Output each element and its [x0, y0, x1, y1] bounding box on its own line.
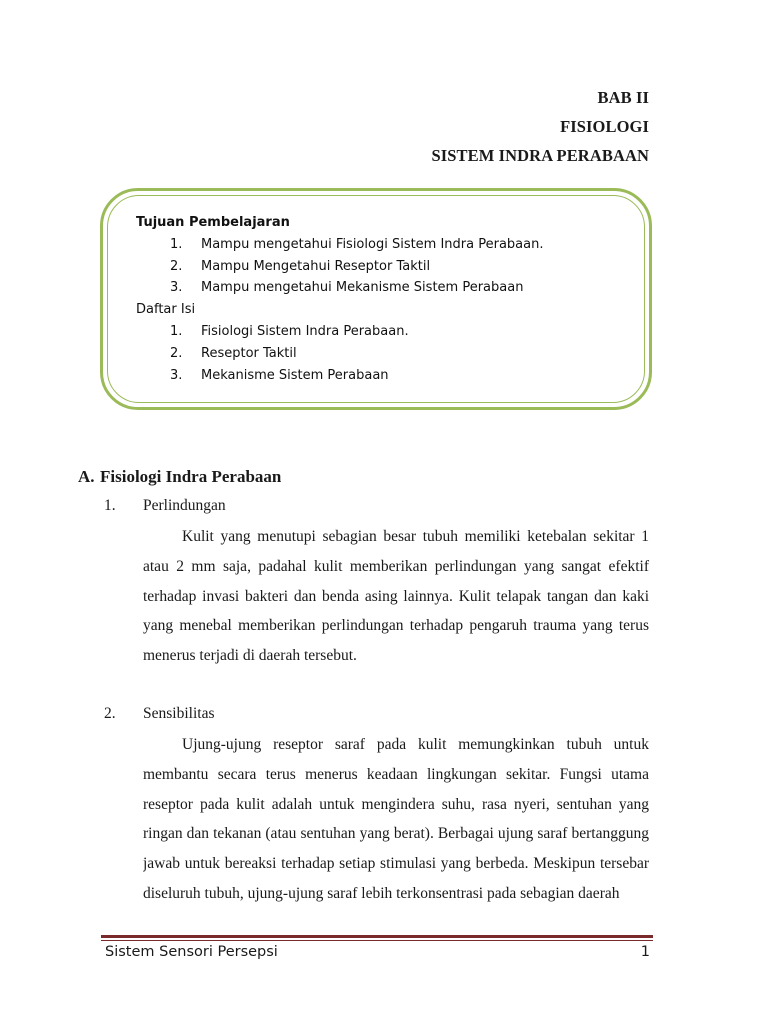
subsection-number: 2. — [104, 705, 116, 722]
contents-item — [136, 321, 636, 343]
objective-item — [136, 234, 636, 256]
objective-text: Mampu mengetahui Fisiologi Sistem Indra Perabaan. — [201, 236, 544, 252]
chapter-title-line2: SISTEM INDRA PERABAAN — [431, 146, 649, 165]
contents-text: Reseptor Taktil — [201, 345, 297, 361]
paragraph-perlindungan: Kulit yang menutupi sebagian besar tubuh memiliki ketebalan sekitar 1 atau 2 mm saja, padahal kulit memberikan perlindungan yang sangat efektif terhadap invasi bakteri dan benda asing lainnya. Kulit telapak tangan dan kaki yang menebal memberikan perlindungan terhadap pengaruh trauma yang terus menerus terjadi di daerah tersebut. — [143, 528, 649, 665]
objective-text: Mampu mengetahui Mekanisme Sistem Perabaan — [201, 280, 524, 296]
contents-heading: Daftar Isi — [136, 302, 196, 318]
objective-number: 3. — [170, 280, 183, 296]
subsection-number: 1. — [104, 497, 116, 514]
subsection-title: Perlindungan — [143, 497, 226, 514]
contents-text: Fisiologi Sistem Indra Perabaan. — [201, 323, 409, 339]
footer-rule-thin — [101, 940, 653, 941]
subsection-heading — [104, 705, 214, 723]
contents-number: 2. — [170, 345, 183, 361]
objective-item — [136, 256, 636, 278]
contents-number: 3. — [170, 367, 183, 383]
page-number: 1 — [640, 944, 650, 960]
subsection-heading — [104, 497, 226, 515]
contents-text: Mekanisme Sistem Perabaan — [201, 367, 389, 383]
objective-number: 1. — [170, 236, 183, 252]
objectives-box — [136, 212, 636, 386]
contents-item — [136, 365, 636, 387]
subsection-title: Sensibilitas — [143, 705, 215, 722]
footer-rule-thick — [101, 935, 653, 938]
objective-number: 2. — [170, 258, 183, 274]
section-heading — [78, 467, 281, 487]
section-letter: A. — [78, 467, 95, 486]
objective-text: Mampu Mengetahui Reseptor Taktil — [201, 258, 431, 274]
objectives-heading: Tujuan Pembelajaran — [136, 215, 290, 230]
contents-item — [136, 343, 636, 365]
objective-item — [136, 277, 636, 299]
chapter-label: BAB II — [597, 88, 649, 107]
paragraph-sensibilitas: Ujung-ujung reseptor saraf pada kulit memungkinkan tubuh untuk membantu secara terus menerus keadaan lingkungan sekitar. Fungsi utama reseptor pada kulit adalah untuk mengindera suhu, rasa nyeri, sentuhan yang ringan dan tekanan (atau sentuhan yang berat). Berbagai ujung saraf bertanggung jawab untuk bereaksi terhadap setiap stimulasi yang berbeda. Meskipun tersebar diseluruh tubuh, ujung-ujung saraf lebih terkonsentrasi pada sebagian daerah — [143, 736, 649, 902]
section-title: Fisiologi Indra Perabaan — [100, 467, 282, 486]
footer-book-title: Sistem Sensori Persepsi — [105, 944, 278, 960]
chapter-title-line1: FISIOLOGI — [560, 117, 649, 136]
contents-number: 1. — [170, 323, 183, 339]
